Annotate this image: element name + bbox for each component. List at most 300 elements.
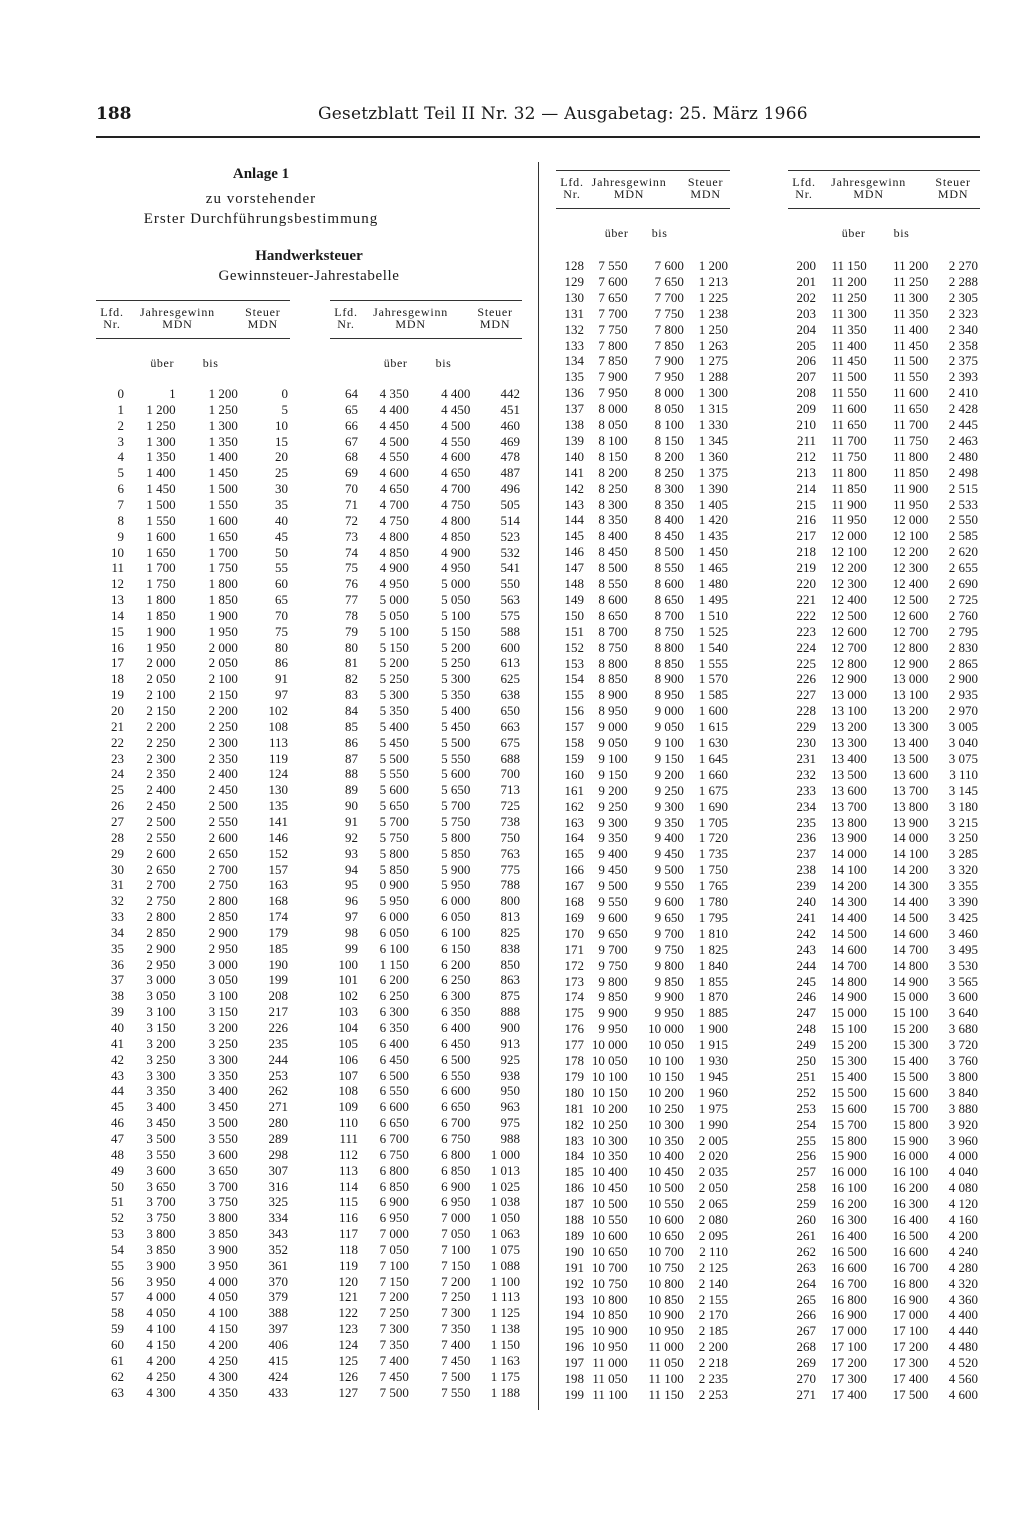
nr-label: Nr. (337, 317, 355, 331)
cell-steuer: 50 (275, 544, 288, 560)
cell-bis: 3 600 (208, 1146, 238, 1162)
cell-bis: 7 150 (441, 1257, 471, 1273)
table-row (96, 481, 290, 497)
table-row (96, 1369, 290, 1385)
table-row (556, 417, 730, 433)
table-row (96, 671, 290, 687)
cell-ueber: 12 800 (831, 655, 867, 671)
cell-steuer: 663 (500, 718, 520, 734)
cell-ueber: 11 950 (831, 512, 867, 528)
cell-bis: 16 900 (892, 1291, 929, 1307)
column-divider (538, 162, 539, 1410)
cell-ueber: 11 300 (831, 305, 867, 321)
header-rule-bottom (556, 208, 730, 209)
cell-ueber: 11 800 (831, 464, 867, 480)
cell-steuer: 157 (268, 861, 288, 877)
cell-nr: 159 (564, 750, 584, 766)
cell-nr: 216 (796, 512, 816, 528)
cell-bis: 10 300 (648, 1116, 684, 1132)
cell-ueber: 4 750 (379, 512, 409, 528)
cell-nr: 93 (345, 845, 358, 861)
cell-nr: 56 (111, 1273, 124, 1289)
cell-nr: 89 (345, 782, 358, 798)
cell-nr: 197 (564, 1355, 584, 1371)
cell-bis: 4 700 (441, 481, 471, 497)
cell-steuer: 102 (268, 703, 288, 718)
cell-bis: 5 350 (441, 687, 471, 703)
cell-ueber: 6 700 (379, 1130, 409, 1146)
cell-steuer: 3 285 (948, 846, 978, 862)
table-row (556, 322, 730, 338)
cell-bis: 1 550 (208, 496, 238, 512)
cell-bis: 14 200 (892, 862, 929, 878)
cell-nr: 80 (345, 639, 358, 655)
cell-nr: 199 (564, 1386, 584, 1402)
cell-ueber: 5 650 (379, 798, 409, 814)
cell-nr: 33 (111, 909, 124, 925)
cell-bis: 4 500 (441, 417, 471, 433)
cell-bis: 8 450 (654, 528, 684, 544)
cell-bis: 13 900 (892, 814, 929, 830)
cell-nr: 143 (564, 496, 584, 512)
cell-nr: 64 (345, 386, 358, 401)
cell-nr: 189 (564, 1227, 584, 1243)
cell-bis: 4 350 (208, 1384, 238, 1400)
cell-ueber: 7 800 (598, 337, 628, 353)
table-row (556, 1069, 730, 1085)
table-row (788, 1196, 980, 1212)
cell-bis: 13 100 (892, 687, 929, 703)
cell-ueber: 5 350 (379, 703, 409, 718)
table-row (556, 1021, 730, 1037)
cell-nr: 12 (111, 576, 124, 592)
cell-nr: 111 (339, 1130, 358, 1146)
cell-ueber: 9 800 (598, 973, 628, 989)
cell-bis: 1 250 (208, 401, 238, 417)
cell-ueber: 9 200 (598, 782, 628, 798)
table-row (96, 1337, 290, 1353)
cell-nr: 75 (345, 560, 358, 576)
cell-steuer: 3 215 (948, 814, 978, 830)
cell-steuer: 235 (268, 1035, 288, 1051)
cell-ueber: 7 300 (379, 1321, 409, 1337)
cell-ueber: 6 050 (379, 924, 409, 940)
cell-nr: 9 (117, 528, 124, 544)
cell-bis: 2 600 (208, 829, 238, 845)
cell-steuer: 1 138 (490, 1321, 520, 1337)
cell-nr: 190 (564, 1243, 584, 1259)
cell-ueber: 6 100 (379, 940, 409, 956)
table-row (556, 1260, 730, 1276)
cell-steuer: 460 (500, 417, 520, 433)
nr-label: Lfd. (560, 175, 584, 189)
cell-ueber: 3 050 (146, 988, 176, 1004)
table-row (788, 1037, 980, 1053)
cell-nr: 78 (345, 607, 358, 623)
cell-bis: 3 300 (208, 1051, 238, 1067)
cell-steuer: 307 (268, 1162, 288, 1178)
cell-ueber: 2 900 (146, 940, 176, 956)
table-row (788, 1339, 980, 1355)
table-row (788, 719, 980, 735)
cell-steuer: 108 (268, 718, 288, 734)
nr-label: Nr. (563, 187, 581, 201)
cell-steuer: 0 (281, 386, 288, 401)
cell-steuer: 3 180 (948, 798, 978, 814)
table-row (556, 1244, 730, 1260)
table-header (96, 300, 290, 370)
cell-steuer: 650 (500, 703, 520, 718)
cell-ueber: 9 000 (598, 719, 628, 735)
cell-ueber: 12 900 (831, 671, 867, 687)
cell-ueber: 8 200 (598, 464, 628, 480)
cell-nr: 28 (111, 829, 124, 845)
table-row (788, 353, 980, 369)
cell-ueber: 0 900 (379, 877, 409, 893)
table-row (96, 719, 290, 735)
table-row (330, 529, 522, 545)
cell-nr: 25 (111, 782, 124, 798)
cell-ueber: 4 100 (146, 1321, 176, 1337)
cell-nr: 74 (345, 544, 358, 560)
cell-steuer: 190 (268, 956, 288, 972)
cell-bis: 13 600 (892, 766, 929, 782)
cell-steuer: 2 140 (698, 1275, 728, 1291)
cell-ueber: 17 300 (831, 1371, 867, 1386)
cell-nr: 122 (338, 1305, 358, 1321)
cell-bis: 2 350 (208, 750, 238, 766)
cell-steuer: 97 (275, 687, 288, 703)
cell-steuer: 963 (500, 1099, 520, 1115)
cell-nr: 246 (796, 989, 816, 1005)
cell-ueber: 10 200 (591, 1100, 628, 1116)
cell-nr: 91 (345, 813, 358, 829)
table-row (330, 386, 522, 402)
cell-steuer: 1 855 (698, 973, 728, 989)
table-row (788, 512, 980, 528)
cell-nr: 92 (345, 829, 358, 845)
cell-bis: 2 050 (208, 655, 238, 671)
cell-bis: 8 600 (654, 576, 684, 591)
cell-steuer: 174 (268, 909, 288, 925)
cell-steuer: 4 120 (948, 1196, 978, 1212)
anlage-title: Anlage 1 (232, 166, 290, 182)
cell-nr: 97 (345, 909, 358, 925)
cell-bis: 14 600 (892, 925, 929, 941)
cell-nr: 193 (564, 1291, 584, 1307)
cell-bis: 4 100 (208, 1305, 238, 1321)
cell-bis: 6 350 (441, 1004, 471, 1020)
cell-bis: 5 450 (441, 718, 471, 734)
cell-steuer: 613 (500, 655, 520, 671)
cell-ueber: 2 150 (146, 703, 176, 718)
cell-bis: 8 750 (654, 623, 684, 639)
cell-steuer: 152 (268, 845, 288, 861)
cell-ueber: 8 800 (598, 655, 628, 671)
cell-ueber: 10 150 (591, 1084, 628, 1100)
table-row (788, 465, 980, 481)
cell-nr: 115 (338, 1194, 358, 1210)
cell-nr: 100 (338, 956, 358, 972)
cell-bis: 3 500 (208, 1115, 238, 1131)
cell-steuer: 1 735 (698, 846, 728, 862)
table-row (788, 783, 980, 799)
cell-bis: 15 600 (892, 1084, 929, 1100)
cell-bis: 3 050 (208, 972, 238, 988)
cell-nr: 142 (564, 480, 584, 496)
cell-bis: 8 050 (654, 401, 684, 417)
cell-bis: 8 650 (654, 591, 684, 607)
cell-bis: 2 950 (208, 940, 238, 956)
cell-ueber: 10 000 (591, 1037, 628, 1053)
cell-ueber: 3 650 (146, 1178, 176, 1194)
cell-nr: 96 (345, 893, 358, 909)
cell-nr: 16 (111, 639, 124, 655)
table-row (96, 988, 290, 1004)
nr-label: Lfd. (334, 305, 358, 319)
table-row (96, 1242, 290, 1258)
cell-bis: 10 350 (648, 1132, 684, 1148)
cell-ueber: 7 950 (598, 385, 628, 401)
table-row (330, 465, 522, 481)
cell-ueber: 10 900 (591, 1323, 628, 1339)
cell-steuer: 2 270 (948, 258, 978, 273)
cell-bis: 11 500 (893, 353, 929, 369)
table-row (788, 449, 980, 465)
table-row (788, 560, 980, 576)
cell-bis: 8 100 (654, 417, 684, 432)
cell-steuer: 75 (275, 623, 288, 639)
cell-ueber: 6 300 (379, 1004, 409, 1020)
cell-nr: 200 (796, 258, 816, 273)
cell-steuer: 4 520 (948, 1355, 978, 1371)
cell-steuer: 4 560 (948, 1371, 978, 1386)
cell-steuer: 3 680 (948, 1021, 978, 1037)
table-row (330, 545, 522, 561)
table-row (788, 640, 980, 656)
cell-nr: 258 (796, 1180, 816, 1196)
cell-nr: 4 (117, 449, 124, 465)
cell-ueber: 9 050 (598, 735, 628, 750)
cell-ueber: 3 000 (146, 972, 176, 988)
cell-bis: 9 900 (654, 989, 684, 1005)
cell-bis: 9 000 (654, 703, 684, 719)
cell-ueber: 14 600 (831, 941, 867, 957)
cell-nr: 112 (338, 1146, 358, 1162)
cell-nr: 58 (111, 1305, 124, 1321)
cell-steuer: 2 095 (698, 1227, 728, 1243)
cell-bis: 9 350 (654, 814, 684, 830)
cell-ueber: 7 700 (598, 305, 628, 321)
cell-ueber: 9 100 (598, 750, 628, 766)
cell-steuer: 2 065 (698, 1196, 728, 1212)
table-row (788, 1133, 980, 1149)
cell-bis: 6 450 (441, 1035, 471, 1051)
cell-steuer: 289 (268, 1130, 288, 1146)
cell-bis: 3 950 (208, 1257, 238, 1273)
cell-nr: 36 (111, 956, 124, 972)
cell-ueber: 11 200 (831, 273, 867, 289)
ueber-label: über (841, 226, 866, 240)
cell-steuer: 208 (268, 988, 288, 1004)
cell-bis: 7 450 (441, 1352, 471, 1368)
cell-steuer: 3 760 (948, 1053, 978, 1068)
cell-bis: 9 100 (654, 735, 684, 750)
steuer-unit: MDN (937, 187, 969, 201)
table-row (788, 1371, 980, 1387)
cell-ueber: 6 900 (379, 1194, 409, 1210)
cell-steuer: 2 690 (948, 576, 978, 591)
table-row (96, 1210, 290, 1226)
cell-bis: 2 450 (208, 782, 238, 798)
table-row (330, 1179, 522, 1195)
cell-ueber: 8 000 (598, 401, 628, 417)
cell-ueber: 1 600 (146, 528, 176, 544)
cell-steuer: 1 930 (698, 1053, 728, 1068)
cell-ueber: 3 950 (146, 1273, 176, 1289)
table-row (788, 830, 980, 846)
cell-ueber: 10 750 (591, 1275, 628, 1291)
cell-nr: 204 (796, 321, 816, 337)
cell-steuer: 4 480 (948, 1339, 978, 1355)
cell-ueber: 7 350 (379, 1337, 409, 1352)
cell-ueber: 7 650 (598, 289, 628, 305)
cell-ueber: 6 850 (379, 1178, 409, 1194)
cell-steuer: 370 (268, 1273, 288, 1289)
cell-nr: 209 (796, 401, 816, 417)
cell-bis: 9 450 (654, 846, 684, 862)
table-row (330, 703, 522, 719)
column-header-nr (330, 306, 362, 330)
cell-steuer: 1 780 (698, 894, 728, 909)
cell-bis: 2 000 (208, 639, 238, 655)
table-row (788, 767, 980, 783)
table-row (788, 942, 980, 958)
cell-nr: 62 (111, 1368, 124, 1384)
cell-nr: 156 (564, 703, 584, 719)
cell-steuer: 1 465 (698, 560, 728, 576)
table-row (788, 1323, 980, 1339)
cell-nr: 86 (345, 734, 358, 750)
cell-steuer: 1 200 (698, 258, 728, 273)
cell-steuer: 2 935 (948, 687, 978, 703)
cell-steuer: 1 238 (698, 305, 728, 321)
cell-steuer: 70 (275, 607, 288, 623)
cell-ueber: 10 700 (591, 1259, 628, 1275)
cell-steuer: 146 (268, 829, 288, 845)
cell-steuer: 1 263 (698, 337, 728, 353)
cell-bis: 11 000 (648, 1339, 684, 1355)
table-row (556, 783, 730, 799)
table-row (788, 322, 980, 338)
table-row (788, 894, 980, 910)
cell-bis: 3 150 (208, 1004, 238, 1020)
cell-ueber: 5 050 (379, 607, 409, 623)
table-row (788, 1085, 980, 1101)
table-row (330, 592, 522, 608)
cell-steuer: 1 250 (698, 321, 728, 337)
cell-ueber: 2 200 (146, 718, 176, 734)
cell-ueber: 5 800 (379, 845, 409, 861)
cell-ueber: 12 400 (831, 591, 867, 607)
cell-bis: 6 100 (441, 924, 471, 940)
cell-nr: 79 (345, 623, 358, 639)
cell-nr: 253 (796, 1100, 816, 1116)
table-row (788, 338, 980, 354)
nr-label: Lfd. (792, 175, 816, 189)
table-row (96, 1036, 290, 1052)
cell-steuer: 700 (500, 766, 520, 782)
cell-bis: 3 100 (208, 988, 238, 1004)
table-row (330, 719, 522, 735)
cell-ueber: 9 950 (598, 1021, 628, 1037)
table-row (788, 799, 980, 815)
cell-steuer: 80 (275, 639, 288, 655)
cell-nr: 194 (564, 1307, 584, 1323)
cell-ueber: 3 450 (146, 1115, 176, 1131)
cell-nr: 53 (111, 1226, 124, 1242)
table-row (788, 1260, 980, 1276)
cell-bis: 11 200 (893, 258, 929, 273)
cell-steuer: 130 (268, 782, 288, 798)
cell-bis: 3 250 (208, 1035, 238, 1051)
cell-ueber: 6 450 (379, 1051, 409, 1067)
cell-nr: 144 (564, 512, 584, 528)
cell-steuer: 800 (500, 893, 520, 909)
cell-ueber: 2 700 (146, 877, 176, 893)
table-row (556, 528, 730, 544)
table-header (556, 170, 730, 240)
cell-nr: 140 (564, 448, 584, 464)
cell-nr: 137 (564, 401, 584, 417)
cell-steuer: 3 390 (948, 894, 978, 909)
cell-steuer: 1 885 (698, 1005, 728, 1021)
table-row (556, 1276, 730, 1292)
gewinn-unit: MDN (613, 187, 645, 201)
cell-bis: 11 950 (893, 496, 929, 512)
cell-nr: 126 (338, 1368, 358, 1384)
cell-steuer: 2 005 (698, 1132, 728, 1148)
cell-bis: 5 000 (441, 576, 471, 592)
cell-nr: 13 (111, 592, 124, 608)
cell-nr: 168 (564, 894, 584, 909)
cell-bis: 10 100 (648, 1053, 684, 1068)
cell-steuer: 988 (500, 1130, 520, 1146)
table-row (96, 1194, 290, 1210)
header-rule-top (556, 170, 730, 171)
cell-ueber: 3 200 (146, 1035, 176, 1051)
cell-nr: 249 (796, 1037, 816, 1053)
table-row (330, 1274, 522, 1290)
cell-ueber: 1 550 (146, 512, 176, 528)
table-row (96, 1147, 290, 1163)
cell-steuer: 379 (268, 1289, 288, 1305)
cell-steuer: 2 830 (948, 639, 978, 655)
cell-nr: 21 (111, 718, 124, 734)
cell-steuer: 950 (500, 1083, 520, 1099)
cell-nr: 155 (564, 687, 584, 703)
steuer-label: Steuer (245, 305, 281, 319)
cell-bis: 2 900 (208, 924, 238, 940)
table-row (788, 528, 980, 544)
cell-steuer: 1 915 (698, 1037, 728, 1053)
cell-nr: 266 (796, 1307, 816, 1323)
cell-ueber: 9 700 (598, 941, 628, 957)
cell-nr: 99 (345, 940, 358, 956)
cell-ueber: 11 650 (831, 417, 867, 432)
table-row (330, 687, 522, 703)
cell-steuer: 280 (268, 1115, 288, 1131)
